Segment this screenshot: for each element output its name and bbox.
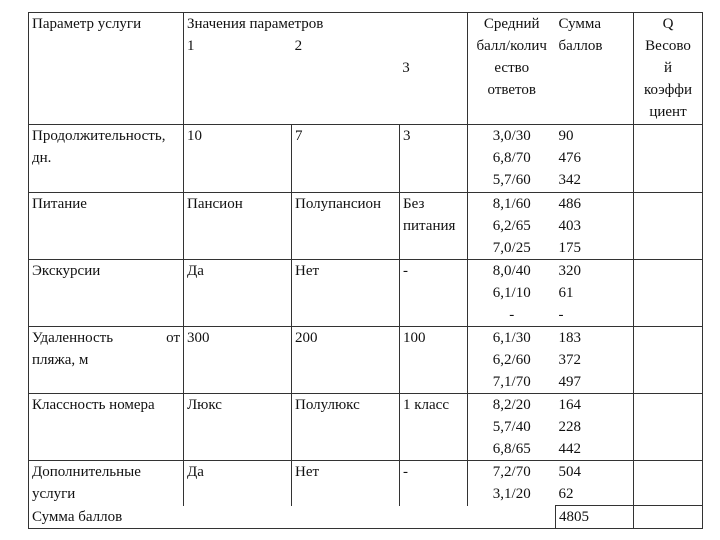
avg-value: 6,8/65 [492, 441, 531, 457]
row-value-3-text: Без [403, 196, 425, 212]
avg-value: 7,2/70 [492, 464, 531, 480]
table-row [29, 394, 703, 461]
row-param-text: Продолжительность, [32, 128, 166, 144]
header-avg [468, 13, 556, 125]
sum-value: 476 [558, 150, 581, 166]
row-q [634, 394, 703, 461]
row-param-text: дн. [32, 150, 52, 166]
row-avg [468, 327, 556, 394]
header-values-title: Значения параметров [187, 16, 324, 32]
header-avg-line: ество [494, 60, 530, 76]
sum-value: 61 [558, 285, 574, 301]
row-param [29, 461, 184, 506]
table-row [29, 461, 703, 506]
header-sum-line: Сумма [558, 16, 601, 32]
row-param-text: пляжа, м [32, 352, 89, 368]
row-avg [468, 193, 556, 260]
row-value-1: Да [184, 461, 292, 506]
row-q [634, 260, 703, 327]
row-q [634, 327, 703, 394]
header-sum [556, 13, 634, 125]
avg-value: 8,2/20 [492, 397, 531, 413]
row-value-3: - [400, 461, 468, 506]
row-value-1: Да [184, 260, 292, 327]
row-sum [556, 260, 634, 327]
header-param [29, 13, 184, 125]
table-row [29, 125, 703, 193]
row-value-1: 10 [184, 125, 292, 193]
sum-value: 342 [558, 172, 581, 188]
total-row [29, 506, 703, 529]
total-q [634, 506, 703, 529]
avg-value: 8,0/40 [492, 263, 531, 279]
row-value-2: 7 [292, 125, 400, 193]
row-value-3: 3 [400, 125, 468, 193]
avg-value: - [509, 307, 515, 323]
avg-value: 5,7/40 [492, 419, 531, 435]
row-sum [556, 125, 634, 193]
avg-value: 7,0/25 [492, 240, 531, 256]
table-row [29, 260, 703, 327]
header-q-line: й [663, 60, 673, 76]
header-q-line: коэффи [644, 82, 692, 98]
row-sum [556, 461, 634, 506]
row-param-text: услуги [32, 486, 76, 502]
row-q [634, 193, 703, 260]
header-param-label: Параметр услуги [32, 16, 142, 32]
sum-value: 372 [558, 352, 581, 368]
sum-value: 90 [558, 128, 574, 144]
row-value-2: 200 [292, 327, 400, 394]
row-value-3 [400, 193, 468, 260]
row-param [29, 327, 184, 394]
row-value-3-text: питания [403, 218, 456, 234]
sum-value: 175 [558, 240, 581, 256]
sum-value: - [558, 307, 564, 323]
avg-value: 6,8/70 [492, 150, 531, 166]
row-param: Классность номера [29, 394, 184, 461]
row-value-2: Нет [292, 260, 400, 327]
sum-value: 486 [558, 196, 581, 212]
row-value-1: 300 [184, 327, 292, 394]
row-avg [468, 461, 556, 506]
header-sum-line: баллов [558, 38, 603, 54]
sum-value: 497 [558, 374, 581, 390]
header-value-3: 3 [402, 60, 410, 76]
row-sum [556, 394, 634, 461]
sum-value: 228 [558, 419, 581, 435]
avg-value: 8,1/60 [492, 196, 531, 212]
header-avg-line: Средний [483, 16, 540, 32]
row-sum [556, 193, 634, 260]
sum-value: 183 [558, 330, 581, 346]
row-value-3: - [400, 260, 468, 327]
avg-value: 6,2/65 [492, 218, 531, 234]
row-param-text: Дополнительные [32, 464, 141, 480]
row-avg [468, 125, 556, 193]
row-value-2: Нет [292, 461, 400, 506]
sum-value: 504 [558, 464, 581, 480]
row-value-1: Люкс [184, 394, 292, 461]
header-values [184, 13, 468, 125]
avg-value: 3,0/30 [492, 128, 531, 144]
row-param [29, 125, 184, 193]
avg-value: 7,1/70 [492, 374, 531, 390]
avg-value: 6,1/10 [492, 285, 531, 301]
row-value-3: 100 [400, 327, 468, 394]
row-param: Питание [29, 193, 184, 260]
sum-value: 320 [558, 263, 581, 279]
row-param-text: Удаленность [32, 330, 114, 346]
total-label: Сумма баллов [29, 506, 556, 529]
avg-value: 3,1/20 [492, 486, 531, 502]
sum-value: 62 [558, 486, 574, 502]
row-q [634, 461, 703, 506]
header-avg-line: ответов [487, 82, 536, 98]
avg-value: 6,2/60 [492, 352, 531, 368]
header-q-line: Весово [645, 38, 691, 54]
row-value-3: 1 класс [400, 394, 468, 461]
total-value: 4805 [556, 506, 634, 529]
header-avg-line: балл/колич [476, 38, 547, 54]
sum-value: 403 [558, 218, 581, 234]
header-row [29, 13, 703, 125]
sum-value: 442 [558, 441, 581, 457]
row-param-text: от [166, 330, 180, 346]
row-param: Экскурсии [29, 260, 184, 327]
row-value-1: Пансион [184, 193, 292, 260]
row-param-justified [32, 327, 180, 349]
table-row [29, 327, 703, 394]
avg-value: 6,1/30 [492, 330, 531, 346]
row-q [634, 125, 703, 193]
table-row [29, 193, 703, 260]
header-value-1: 1 [187, 38, 195, 54]
avg-value: 5,7/60 [492, 172, 531, 188]
header-q [634, 13, 703, 125]
row-avg [468, 260, 556, 327]
sum-value: 164 [558, 397, 581, 413]
header-values-numbers [184, 35, 467, 79]
evaluation-table [28, 12, 703, 529]
row-avg [468, 394, 556, 461]
row-value-2: Полулюкс [292, 394, 400, 461]
header-value-2: 2 [294, 38, 303, 54]
row-sum [556, 327, 634, 394]
row-value-2: Полупансион [292, 193, 400, 260]
header-q-line: циент [649, 104, 687, 120]
header-q-line: Q [662, 16, 674, 32]
